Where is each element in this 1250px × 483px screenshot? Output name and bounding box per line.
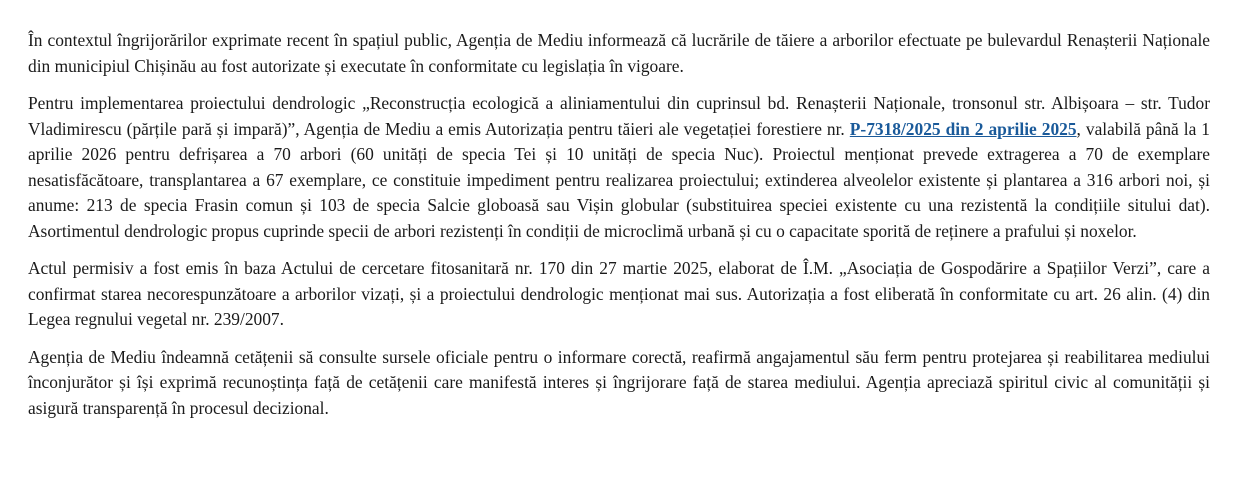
article-body	[28, 28, 1210, 433]
paragraph-legal-basis: Actul permisiv a fost emis în baza Actului de cercetare fitosanitară nr. 170 din 27 martie 2025, elaborat de Î.M. „Asociația de Gospodărire a Spațiilor Verzi”, care a confirmat starea necorespunzătoare a arborilor vizați, și a proiectului dendrologic menționat mai sus. Autorizația a fost eliberată în conformitate cu art. 26 alin. (4) din Legea regnului vegetal nr. 239/2007.	[28, 258, 1210, 329]
paragraph-authorization	[28, 91, 1210, 244]
paragraph-authorization-text-end: , valabilă până la 1 aprilie 2026 pentru defrișarea a 70 arbori (60 unități de specia Tei și 10 unități de specia Nuc). Proiectul menționat prevede extragerea a 70 de exemplare nesatisfăcătoare, transplantarea a 67 exemplare, ce constituie impediment pentru realizarea proiectului; extinderea alveolelor existente și plantarea a 316 arbori noi, și anume: 213 de specia Frasin comun și 103 de specia Salcie globoasă sau Vișin globular (substituirea speciei existente cu una rezistentă la condițiile sitului dat). Asortimentul dendrologic propus cuprinde specii de arbori rezistenți în condiții de microclimă urbană și cu o capacitate sporită de reținere a prafului și noxelor.	[28, 118, 1210, 241]
authorization-link[interactable]: P-7318/2025 din 2 aprilie 2025	[849, 118, 1077, 139]
paragraph-authorization-text-start: Pentru implementarea proiectului dendrologic „Reconstrucția ecologică a aliniamentului din cuprinsul bd. Renașterii Naționale, tronsonul str. Albișoara – str. Tudor Vladimirescu (părțile pară și impară)”, Agenția de Mediu a emis Autorizația pentru tăieri ale vegetației forestiere nr.	[28, 93, 1210, 139]
paragraph-closing: Agenția de Mediu îndeamnă cetățenii să consulte sursele oficiale pentru o informare corectă, reafirmă angajamentul său ferm pentru protejarea și reabilitarea mediului înconjurător și își exprimă recunoștința față de cetățenii care manifestă interes și îngrijorare față de starea mediului. Agenția apreciază spiritul civic al comunității și asigură transparență în procesul decizional.	[28, 346, 1210, 418]
paragraph-intro: În contextul îngrijorărilor exprimate recent în spațiul public, Agenția de Mediu informează că lucrările de tăiere a arborilor efectuate pe bulevardul Renașterii Naționale din municipiul Chișinău au fost autorizate și executate în conformitate cu legislația în vigoare.	[28, 30, 1210, 76]
